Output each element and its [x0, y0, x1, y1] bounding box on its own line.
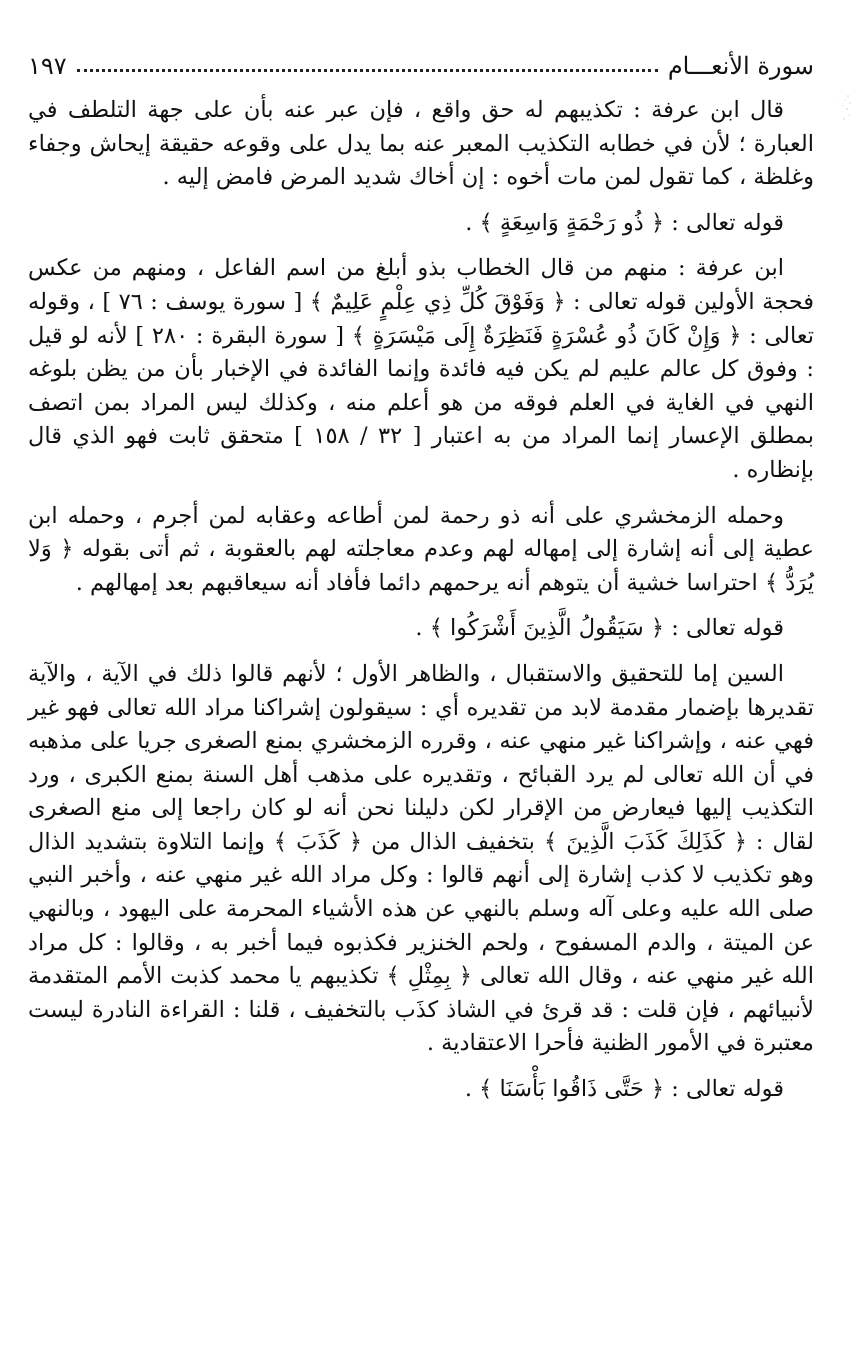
commentary-paragraph: السين إما للتحقيق والاستقبال ، والظاهر الأول ؛ لأنهم قالوا ذلك في الآية ، والآية تقديرها بإضمار مقدمة لابد من تقديره أي : سيقولون إشراكنا مراد الله تعالى فهو غير فهي عنه ، وإشراكنا غير منهي عنه ، وقرره الزمخشري بمنع الصغرى جريا على مذهبه في أن الله تعالى لم يرد القبائح ، وتقديره على مذهب أهل السنة بمنع الكبرى ، ورد التكذيب إليها فيعارض من الإقرار لكن دليلنا نحن أنه لو كان راجعا إلى منع الصغرى لقال : ﴿ كَذَلِكَ كَذَبَ الَّذِينَ ﴾ بتخفيف الذال من ﴿ كَذَبَ ﴾ وإنما التلاوة بتشديد الذال وهو تكذيب لا كذب إشارة إلى أنهم قالوا : وكل مراد الله غير منهي عنه ، وأخبر النبي صلى الله عليه وعلى آله وسلم بالنهي عن هذه الأشياء المحرمة على اليهود ، وبالنهي عن الميتة ، والدم المسفوح ، ولحم الخنزير فكذبوه فيما أخبر به ، وقالوا : كل مراد الله غير منهي عنه ، وقال الله تعالى ﴿ بِمِثْلِ ﴾ تكذيبهم يا محمد كذبت الأمم المتقدمة لأنبيائهم ، فإن قلت : قد قرئ في الشاذ كذَب بالتخفيف ، قلنا : القراءة النادرة ليست معتبرة في الأمور الظنية فأحرا الاعتقادية .: [28, 660, 814, 1057]
verse-heading: قوله تعالى : ﴿ حَتَّى ذَاقُوا بَأْسَنَا ﴾ .: [464, 1076, 784, 1103]
commentary-paragraph: ابن عرفة : منهم من قال الخطاب بذو أبلغ من اسم الفاعل ، ومنهم من عكس فحجة الأولين قوله تعالى : ﴿ وَفَوْقَ كُلِّ ذِي عِلْمٍ عَلِيمٌ ﴾ [ سورة يوسف : ٧٦ ] ، وقوله تعالى : ﴿ وَإِنْ كَانَ ذُو عُسْرَةٍ فَنَظِرَةٌ إِلَى مَيْسَرَةٍ ﴾ [ سورة البقرة : ٢٨٠ ] لأنه لو قيل : وفوق كل عالم عليم لم يكن فيه فائدة وإنما الفائدة في الإخبار بأن من يظن بلوغه النهي في الغاية في العلم فوقه من هو أعلم منه ، وكذلك ليس المراد بمن اتصف بمطلق الإعسار إنما المراد من به اعتبار [ ٣٢ / ١٥٨ ] متحقق ثابت فهو الذي قال بإنظاره .: [28, 255, 815, 483]
page-body: [28, 94, 814, 1107]
header-dotted-leader: [77, 69, 658, 72]
verse-heading: قوله تعالى : ﴿ سَيَقُولُ الَّذِينَ أَشْرَكُوا ﴾ .: [415, 615, 784, 642]
page-number: ١٩٧: [28, 52, 67, 80]
surah-title: سورة الأنعـــام: [667, 52, 814, 80]
page-edge-speckle: [828, 92, 852, 128]
verse-heading: قوله تعالى : ﴿ ذُو رَحْمَةٍ وَاسِعَةٍ ﴾ .: [465, 209, 784, 236]
commentary-paragraph: قال ابن عرفة : تكذيبهم له حق واقع ، فإن عبر عنه بأن على جهة التلطف في العبارة ؛ لأن في خطابه التكذيب المعبر عنه بما يدل على وقوعه حقيقة إيحاش وجفاء وغلظة ، كما تقول لمن مات أخوه : إن أخاك شديد المرض فامض إليه .: [28, 97, 814, 191]
running-header: [28, 44, 814, 88]
commentary-paragraph: وحمله الزمخشري على أنه ذو رحمة لمن أطاعه وعقابه لمن أجرم ، وحمله ابن عطية إلى أنه إشارة إلى إمهاله لهم وعدم معاجلته لهم بالعقوبة ، ثم أتى بقوله ﴿ وَلا يُرَدُّ ﴾ احتراسا خشية أن يتوهم أنه يرحمهم دائما فأفاد أنه سيعاقبهم بعد إمهالهم .: [28, 502, 814, 596]
